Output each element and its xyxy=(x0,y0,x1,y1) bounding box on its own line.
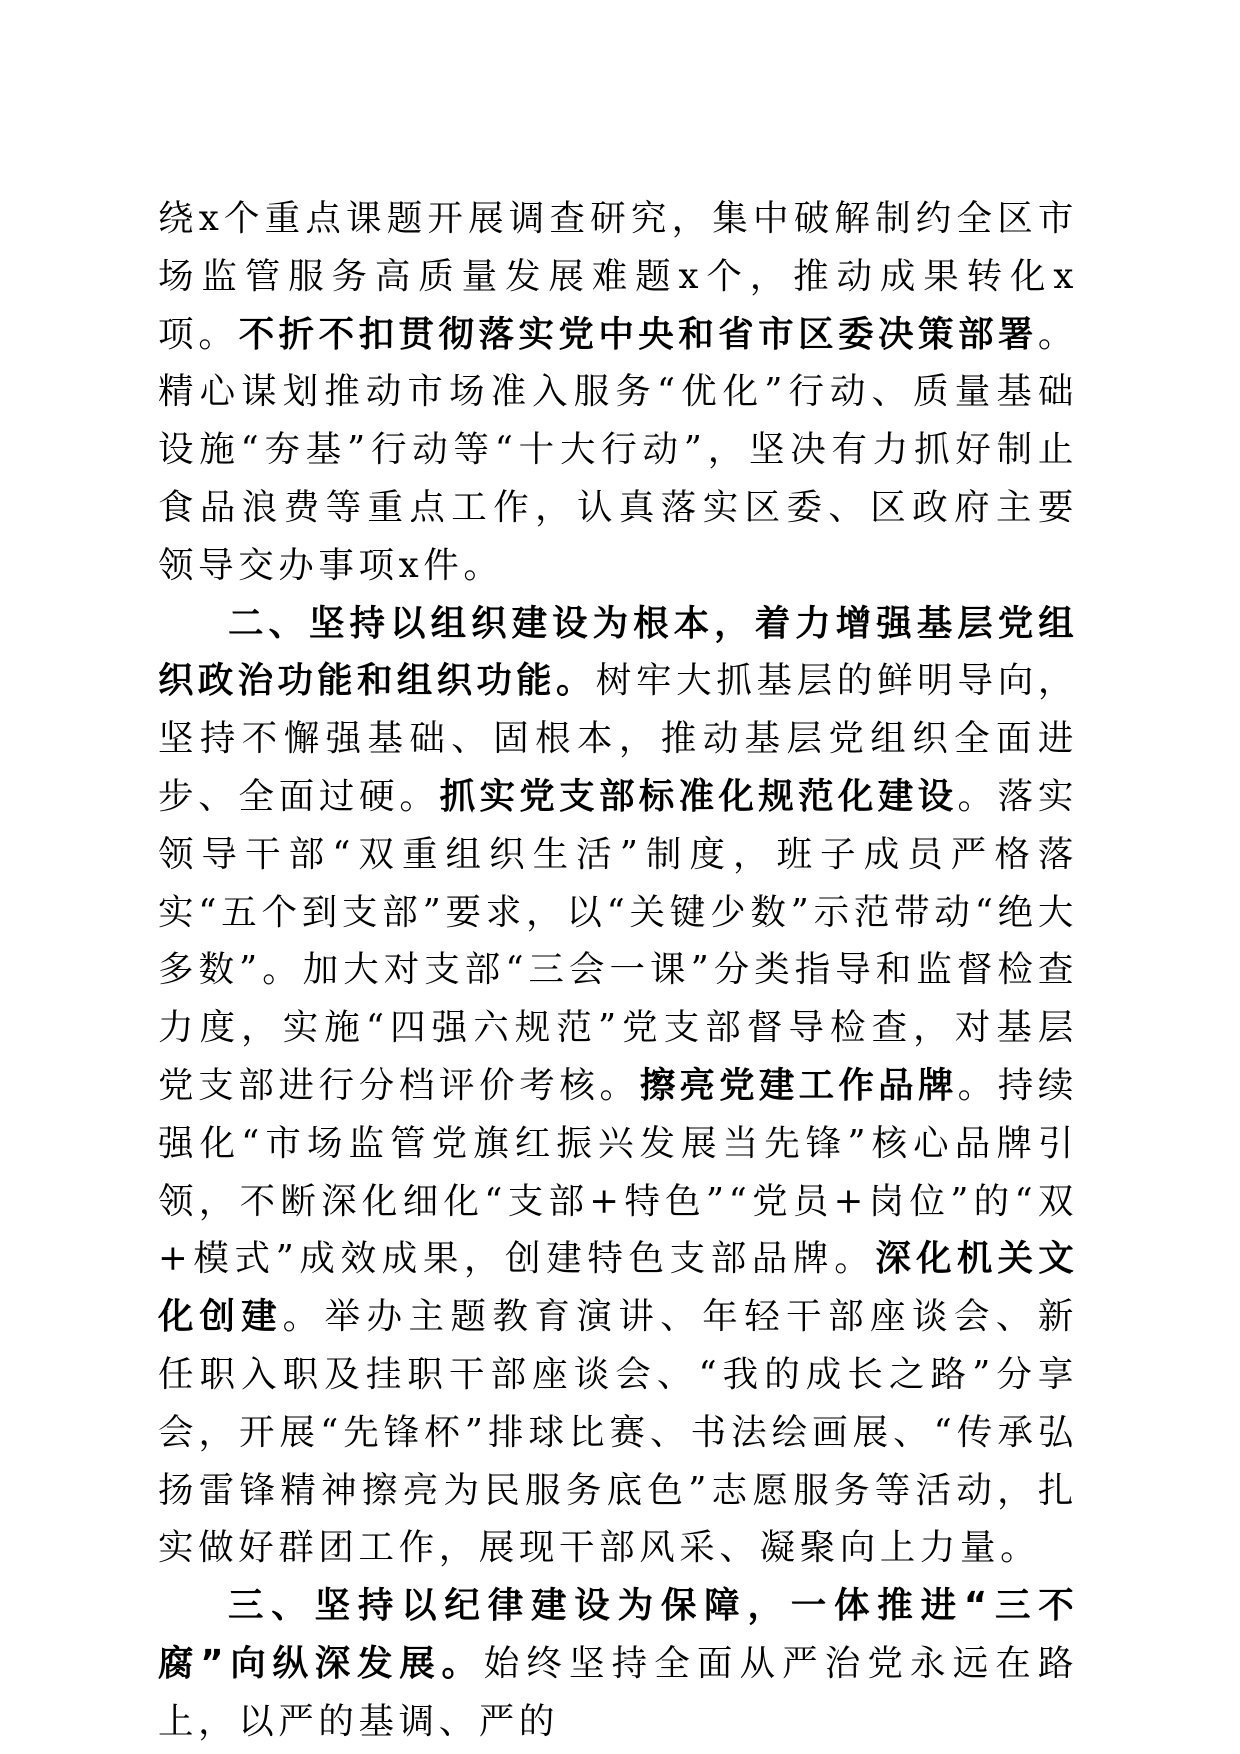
bold-heading: 抓实党支部标准化规范化建设 xyxy=(439,775,958,817)
document-body xyxy=(158,190,1078,1751)
paragraph-continuation xyxy=(158,190,1078,595)
section-heading: 三、坚持以纪律建设为保障，一体推进“三不腐”向纵深发展。 xyxy=(158,1585,1078,1684)
paragraph-text: 树牢大抓基层的鲜明导向，坚持不懈强基础、固根本，推动基层党组织全面进步、全面过硬。 xyxy=(158,660,1078,817)
paragraph-text: 始终坚持全面从严治党永远在路上，以严的基调、严的 xyxy=(158,1642,1078,1742)
bold-heading: 深化机关文化创建 xyxy=(158,1238,1078,1338)
paragraph-text: 。精心谋划推动市场准入服务“优化”行动、质量基础设施“夯基”行动等“十大行动”，坚决有力抓好制止食品浪费等重点工作，认真落实区委、区政府主要领导交办事项x件。 xyxy=(158,313,1078,586)
section-heading: 二、坚持以组织建设为根本，着力增强基层党组织政治功能和组织功能。 xyxy=(158,602,1078,702)
bold-heading: 不折不扣贯彻落实党中央和省市区委决策部署 xyxy=(238,313,1038,355)
paragraph-section-two xyxy=(158,595,1078,1578)
paragraph-text: 。举办主题教育演讲、年轻干部座谈会、新任职入职及挂职干部座谈会、“我的成长之路”分享会，开展“先锋杯”排球比赛、书法绘画展、“传承弘扬雷锋精神擦亮为民服务底色”志愿服务等活动，扎实做好群团工作，展现干部风采、凝聚向上力量。 xyxy=(158,1296,1078,1569)
paragraph-section-three xyxy=(158,1577,1078,1750)
paragraph-text: 。落实领导干部“双重组织生活”制度，班子成员严格落实“五个到支部”要求，以“关键少数”示范带动“绝大多数”。加大对支部“三会一课”分类指导和监督检查力度，实施“四强六规范”党支部督导检查，对基层党支部进行分档评价考核。 xyxy=(158,775,1078,1106)
paragraph-text: 绕x个重点课题开展调查研究，集中破解制约全区市场监管服务高质量发展难题x个，推动成果转化x项。 xyxy=(158,198,1078,355)
paragraph-text: 。持续强化“市场监管党旗红振兴发展当先锋”核心品牌引领，不断深化细化“支部+特色”“党员+岗位”的“双+模式”成效成果，创建特色支部品牌。 xyxy=(158,1064,1078,1280)
bold-heading: 擦亮党建工作品牌 xyxy=(639,1064,958,1106)
